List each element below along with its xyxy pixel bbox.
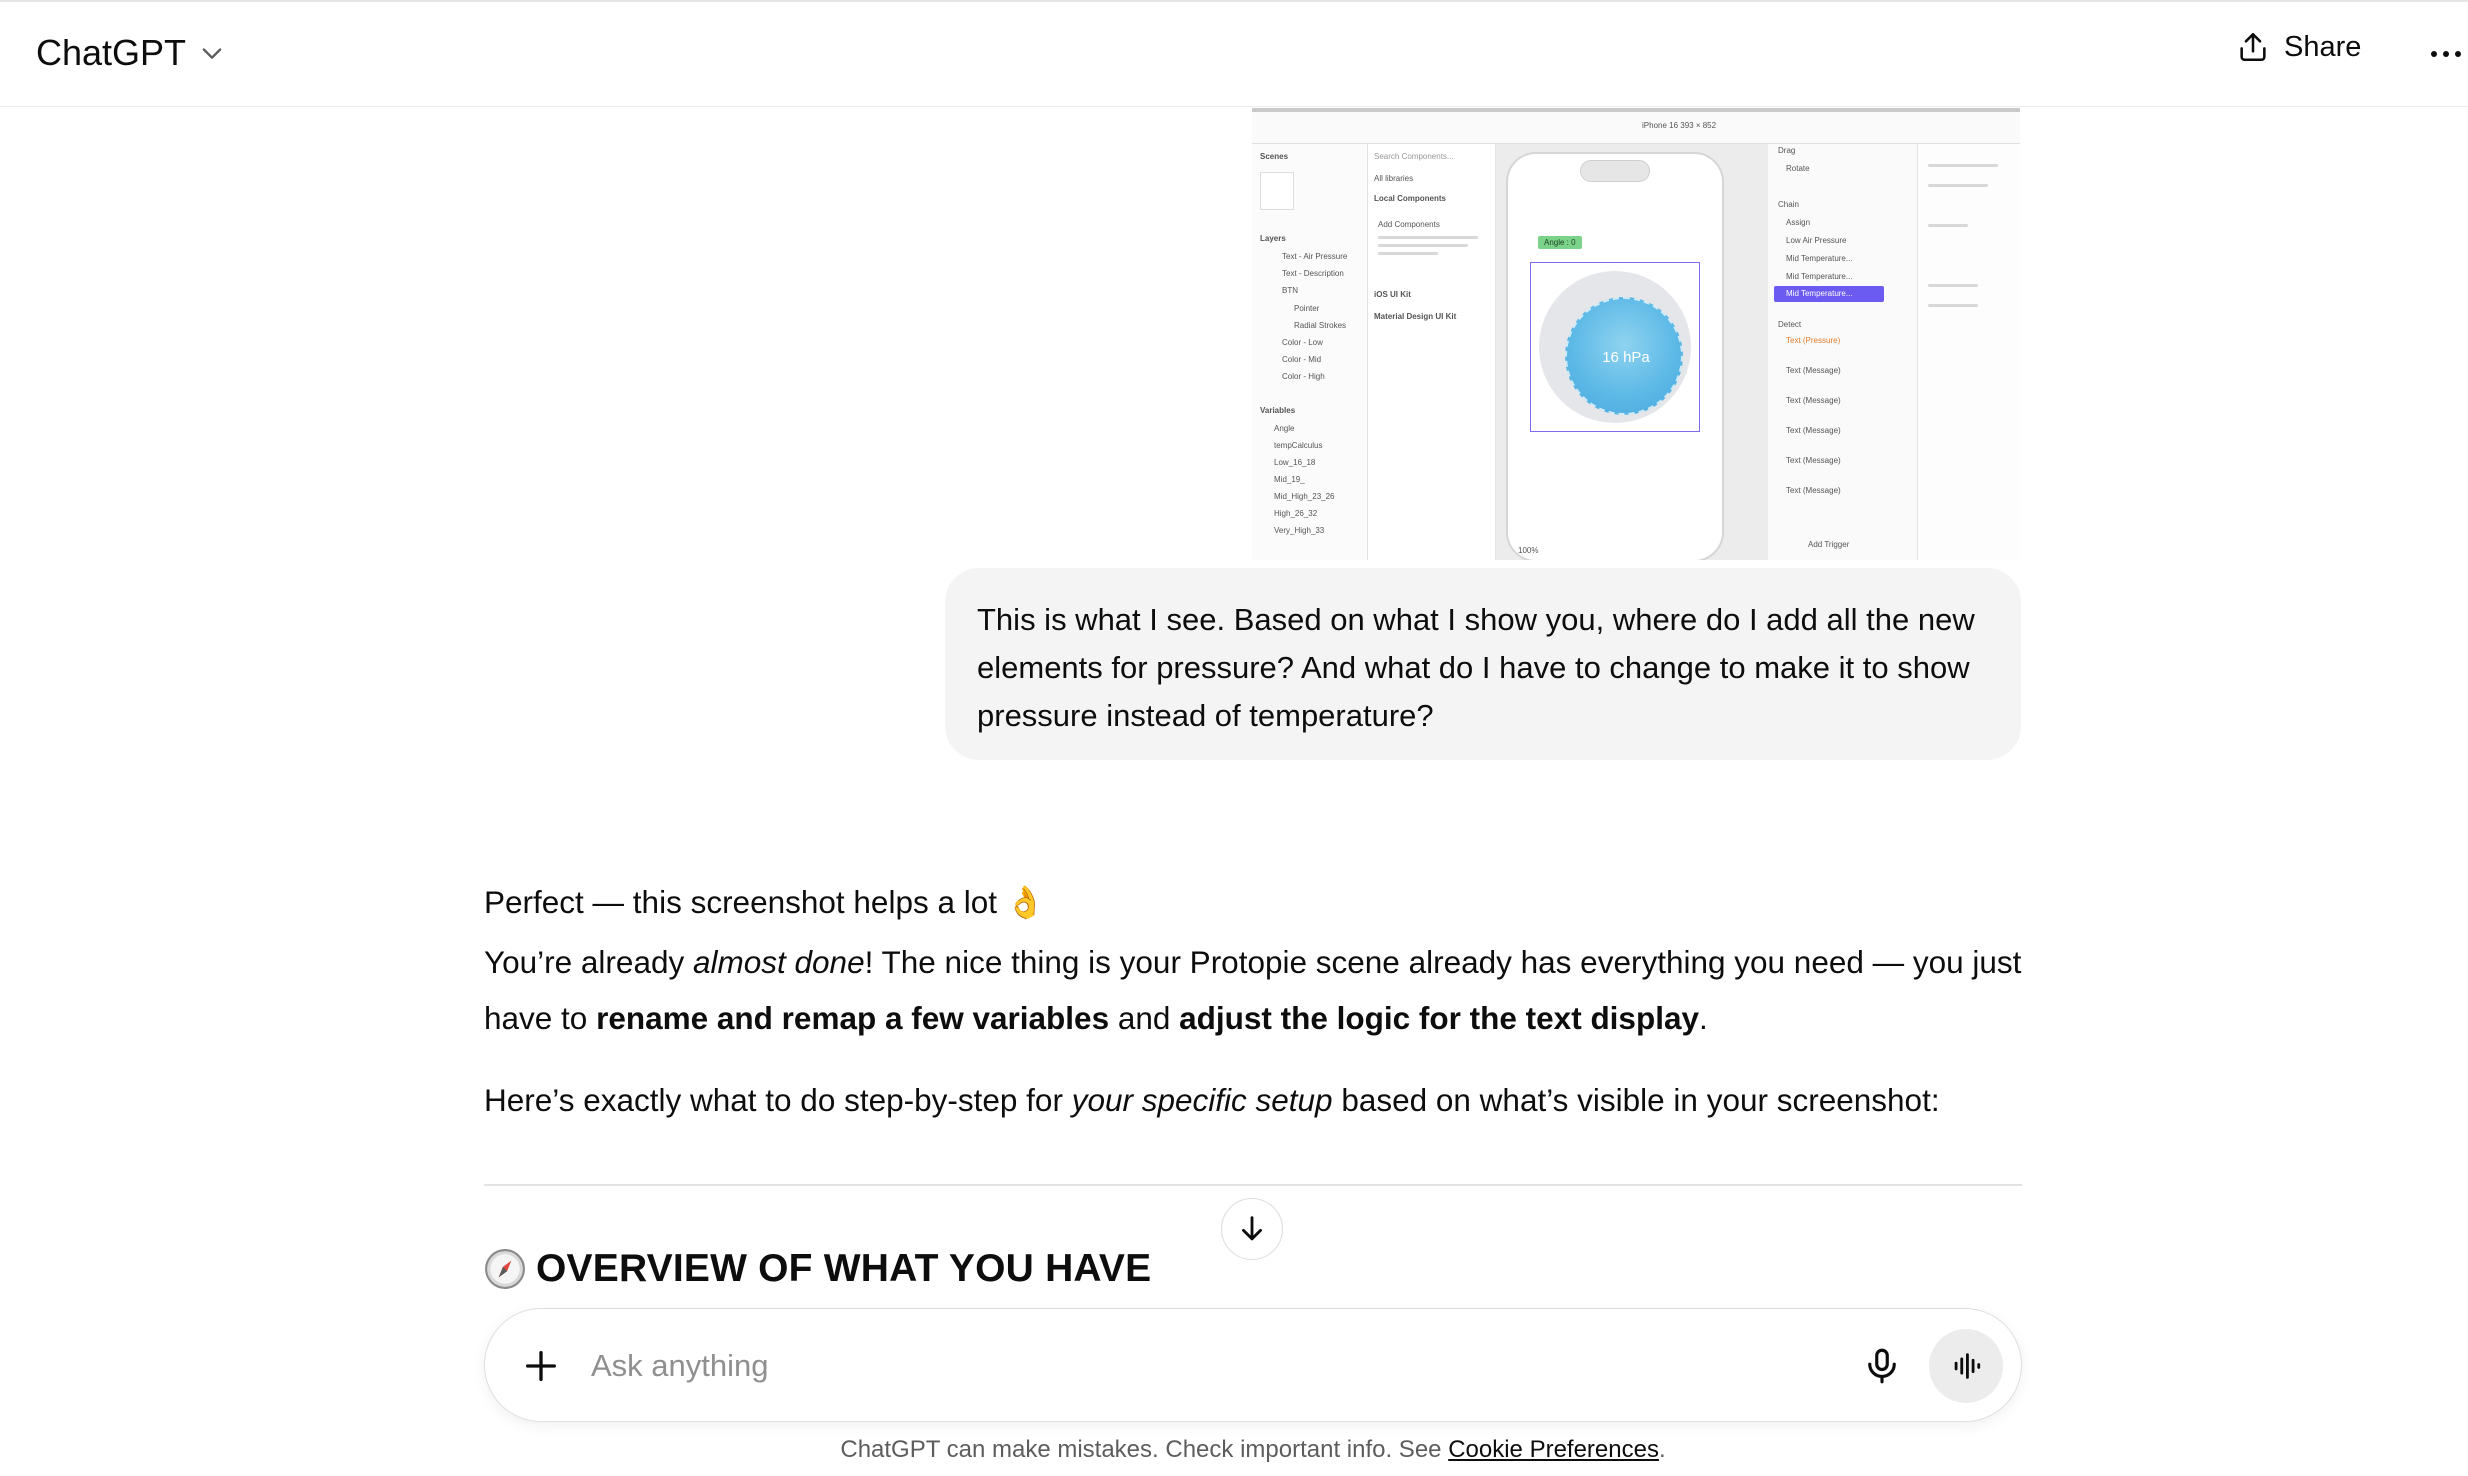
attachment-trigger: Rotate xyxy=(1786,164,1810,173)
text-run: based on what’s visible in your screenshot: xyxy=(1332,1082,1940,1118)
attachment-layer: BTN xyxy=(1282,286,1298,295)
attachment-layer: Color - Mid xyxy=(1282,355,1322,364)
attachment-layers-panel xyxy=(1252,144,1368,560)
attachment-dial-ring xyxy=(1539,271,1691,423)
user-message-bubble: This is what I see. Based on what I show you, where do I add all the new elements for pressure? And what do I have to change to make it to show pressure instead of temperature? xyxy=(945,568,2021,760)
attachment-lib-text-line xyxy=(1378,244,1468,247)
attachment-angle-label: Angle : 0 xyxy=(1538,236,1582,249)
attachment-variable: tempCalculus xyxy=(1274,441,1323,450)
attachment-prop-line xyxy=(1928,284,1978,287)
disclaimer-text: . xyxy=(1658,1436,1666,1463)
attachment-prop-line xyxy=(1928,224,1968,227)
attachment-lib-item: Search Components... xyxy=(1374,152,1454,161)
attachment-variable: High_26_32 xyxy=(1274,509,1318,518)
text-run: ! The nice thing is your Protopie scene already has everything you need — you just have to xyxy=(484,944,2022,1036)
attachment-trigger: Text (Pressure) xyxy=(1786,336,1841,345)
model-title: ChatGPT xyxy=(36,32,187,73)
attachment-prop-line xyxy=(1928,184,1988,187)
attachment-library-panel xyxy=(1368,144,1496,560)
attachment-trigger: Text (Message) xyxy=(1786,486,1841,495)
attachment-layer: Color - Low xyxy=(1282,338,1323,347)
attachment-layer: Pointer xyxy=(1294,304,1320,313)
plus-icon[interactable] xyxy=(521,1346,561,1386)
attachment-add-trigger: Add Trigger xyxy=(1808,540,1850,549)
attachment-lib-text-line xyxy=(1378,236,1478,239)
attachment-trigger: Mid Temperature... xyxy=(1786,272,1853,281)
voice-mode-icon xyxy=(1949,1349,1983,1383)
text-run: . xyxy=(1698,1000,1708,1036)
attachment-prop-line xyxy=(1928,164,1998,167)
section-title: OVERVIEW OF WHAT YOU HAVE xyxy=(536,1247,1152,1290)
attachment-trigger: Low Air Pressure xyxy=(1786,236,1847,245)
attachment-zoom: 100% xyxy=(1518,546,1539,555)
attachment-canvas xyxy=(1496,144,1768,560)
assistant-paragraph xyxy=(484,934,2022,1046)
attachment-trigger: Text (Message) xyxy=(1786,396,1841,405)
attachment-variable: Low_16_18 xyxy=(1274,458,1316,467)
chat-header xyxy=(0,2,2468,107)
italic-text: almost done xyxy=(692,944,865,980)
attachment-toolbar xyxy=(1252,112,2020,144)
attachment-variable: Very_High_33 xyxy=(1274,526,1325,535)
section-divider xyxy=(484,1184,2022,1186)
attachment-layer: Color - High xyxy=(1282,372,1325,381)
attached-screenshot[interactable] xyxy=(1252,108,2020,560)
attachment-lib-item: Local Components xyxy=(1374,194,1447,203)
attachment-scene-thumb xyxy=(1260,172,1294,210)
attachment-variables-title: Variables xyxy=(1260,406,1296,415)
text-run: and xyxy=(1109,1000,1180,1036)
attachment-trigger: Text (Message) xyxy=(1786,366,1841,375)
attachment-selection-box xyxy=(1530,262,1700,432)
text-run: Here’s exactly what to do step-by-step for xyxy=(484,1082,1072,1118)
attachment-dynamic-island xyxy=(1580,160,1650,182)
attachment-device-label: iPhone 16 393 × 852 xyxy=(1642,121,1717,130)
attachment-lib-item: Add Components xyxy=(1378,220,1440,229)
attachment-variable: Angle xyxy=(1274,424,1295,433)
attachment-lib-text-line xyxy=(1378,252,1438,255)
attachment-layers-title: Layers xyxy=(1260,234,1286,243)
attachment-trigger: Chain xyxy=(1778,200,1799,209)
attachment-variable: Mid_19_ xyxy=(1274,475,1305,484)
share-label: Share xyxy=(2284,30,2362,63)
attachment-trigger: Text (Message) xyxy=(1786,426,1841,435)
attachment-lib-item: Material Design UI Kit xyxy=(1374,312,1457,321)
model-selector[interactable] xyxy=(36,32,226,74)
chevron-down-icon xyxy=(198,39,226,67)
attachment-trigger: Drag xyxy=(1778,146,1796,155)
attachment-layer: Radial Strokes xyxy=(1294,321,1347,330)
bold-text: rename and remap a few variables xyxy=(596,1000,1110,1036)
share-button[interactable] xyxy=(2236,30,2361,64)
attachment-properties-panel xyxy=(1918,144,2020,560)
attachment-trigger: Mid Temperature... xyxy=(1786,289,1853,298)
voice-mode-button[interactable] xyxy=(1929,1329,2003,1403)
assistant-paragraph: Perfect — this screenshot helps a lot 👌 xyxy=(484,884,1045,920)
italic-text: your specific setup xyxy=(1071,1082,1333,1118)
attachment-dial xyxy=(1565,297,1683,415)
text-run: You’re already xyxy=(484,944,693,980)
disclaimer xyxy=(0,1436,2468,1464)
assistant-paragraph xyxy=(484,1078,1940,1122)
attachment-layer: Text - Description xyxy=(1282,269,1344,278)
attachment-scenes-label: Scenes xyxy=(1260,152,1289,161)
attachment-trigger: Assign xyxy=(1786,218,1811,227)
compass-icon xyxy=(484,1248,526,1290)
attachment-layer: Text - Air Pressure xyxy=(1282,252,1348,261)
attachment-prop-line xyxy=(1928,304,1978,307)
bold-text: adjust the logic for the text display xyxy=(1179,1000,1699,1036)
microphone-icon[interactable] xyxy=(1861,1345,1903,1387)
attachment-trigger: Mid Temperature... xyxy=(1786,254,1853,263)
arrow-down-icon xyxy=(1235,1212,1269,1246)
attachment-triggers-panel xyxy=(1768,144,1918,560)
attachment-phone-frame xyxy=(1506,152,1724,560)
prompt-input[interactable] xyxy=(591,1339,1691,1393)
attachment-lib-item: iOS UI Kit xyxy=(1374,290,1411,299)
cookie-preferences-link[interactable]: Cookie Preferences xyxy=(1448,1436,1659,1463)
share-icon xyxy=(2236,30,2270,64)
attachment-variable: Mid_High_23_26 xyxy=(1274,492,1335,501)
attachment-trigger: Text (Message) xyxy=(1786,456,1841,465)
more-options-icon[interactable] xyxy=(2428,42,2468,66)
attachment-lib-item: All libraries xyxy=(1374,174,1414,183)
attachment-dial-value: 16 hPa xyxy=(1602,349,1650,366)
section-heading xyxy=(484,1247,1151,1291)
scroll-to-bottom-button[interactable] xyxy=(1221,1198,1283,1260)
disclaimer-text: ChatGPT can make mistakes. Check important info. See xyxy=(840,1436,1449,1463)
composer xyxy=(484,1308,2022,1422)
attachment-trigger: Detect xyxy=(1778,320,1802,329)
